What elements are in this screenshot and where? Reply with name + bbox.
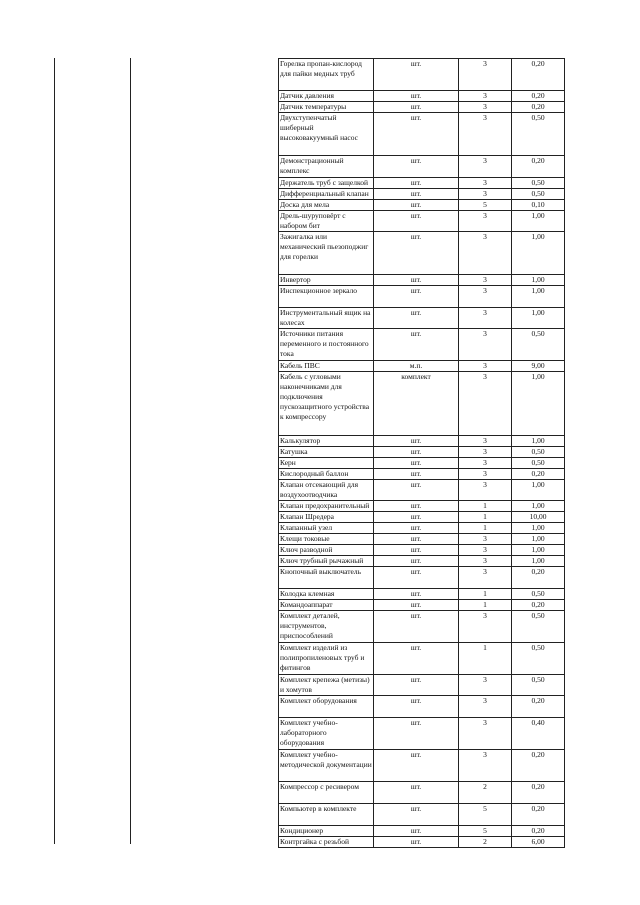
item-name-cell: Ключ разводной (279, 545, 374, 556)
quantity-cell: 1 (459, 523, 512, 534)
unit-cell: шт. (374, 232, 459, 275)
value-cell: 0,20 (512, 696, 565, 718)
unit-cell: шт. (374, 469, 459, 480)
table-row (279, 436, 565, 447)
value-cell: 1,00 (512, 308, 565, 329)
table-row (279, 480, 565, 501)
unit-cell: шт. (374, 178, 459, 189)
table-row (279, 458, 565, 469)
value-cell: 0,50 (512, 458, 565, 469)
table-row (279, 361, 565, 372)
quantity-cell: 3 (459, 469, 512, 480)
quantity-cell: 3 (459, 534, 512, 545)
quantity-cell: 1 (459, 589, 512, 600)
unit-cell: шт. (374, 329, 459, 361)
equipment-table-body (279, 59, 565, 848)
quantity-cell: 2 (459, 837, 512, 848)
item-name-cell: Кислородный баллон (279, 469, 374, 480)
quantity-cell: 3 (459, 480, 512, 501)
value-cell: 1,00 (512, 501, 565, 512)
unit-cell: шт. (374, 200, 459, 211)
table-row (279, 696, 565, 718)
value-cell: 0,20 (512, 782, 565, 804)
item-name-cell: Комплект деталей, инструментов, приспособлений (279, 611, 374, 643)
unit-cell: шт. (374, 837, 459, 848)
value-cell: 1,00 (512, 211, 565, 232)
quantity-cell: 3 (459, 696, 512, 718)
item-name-cell: Датчик давления (279, 91, 374, 102)
quantity-cell: 3 (459, 102, 512, 113)
item-name-cell: Комплект учебно-методической документации (279, 750, 374, 782)
item-name-cell: Кнопочный выключатель (279, 567, 374, 589)
table-row (279, 275, 565, 286)
item-name-cell: Клапанный узел (279, 523, 374, 534)
unit-cell: комплект (374, 372, 459, 436)
unit-cell: шт. (374, 189, 459, 200)
quantity-cell: 3 (459, 718, 512, 750)
unit-cell: шт. (374, 211, 459, 232)
value-cell: 0,20 (512, 91, 565, 102)
left-margin-line-2 (130, 58, 131, 844)
value-cell: 1,00 (512, 275, 565, 286)
quantity-cell: 1 (459, 643, 512, 675)
item-name-cell: Датчик температуры (279, 102, 374, 113)
quantity-cell: 3 (459, 458, 512, 469)
unit-cell: шт. (374, 589, 459, 600)
quantity-cell: 3 (459, 567, 512, 589)
item-name-cell: Калькулятор (279, 436, 374, 447)
value-cell: 0,20 (512, 826, 565, 837)
table-row (279, 600, 565, 611)
value-cell: 0,20 (512, 59, 565, 91)
item-name-cell: Керн (279, 458, 374, 469)
item-name-cell: Кабель ПВС (279, 361, 374, 372)
item-name-cell: Катушка (279, 447, 374, 458)
value-cell: 0,10 (512, 200, 565, 211)
table-row (279, 200, 565, 211)
table-row (279, 675, 565, 696)
value-cell: 1,00 (512, 286, 565, 308)
quantity-cell: 2 (459, 782, 512, 804)
value-cell: 0,20 (512, 102, 565, 113)
unit-cell: шт. (374, 286, 459, 308)
quantity-cell: 3 (459, 308, 512, 329)
unit-cell: шт. (374, 600, 459, 611)
value-cell: 1,00 (512, 436, 565, 447)
unit-cell: шт. (374, 91, 459, 102)
table-row (279, 102, 565, 113)
quantity-cell: 1 (459, 600, 512, 611)
value-cell: 0,50 (512, 189, 565, 200)
unit-cell: шт. (374, 458, 459, 469)
value-cell: 0,50 (512, 178, 565, 189)
item-name-cell: Источники питания переменного и постоянного тока (279, 329, 374, 361)
table-row (279, 91, 565, 102)
item-name-cell: Дрель-шуруповёрт с набором бит (279, 211, 374, 232)
unit-cell: шт. (374, 308, 459, 329)
quantity-cell: 3 (459, 750, 512, 782)
unit-cell: шт. (374, 567, 459, 589)
table-row (279, 156, 565, 178)
unit-cell: шт. (374, 804, 459, 826)
unit-cell: шт. (374, 102, 459, 113)
quantity-cell: 3 (459, 286, 512, 308)
value-cell: 0,50 (512, 611, 565, 643)
unit-cell: шт. (374, 696, 459, 718)
table-row (279, 59, 565, 91)
value-cell: 0,20 (512, 804, 565, 826)
value-cell: 0,50 (512, 589, 565, 600)
item-name-cell: Клещи токовые (279, 534, 374, 545)
table-row (279, 837, 565, 848)
quantity-cell: 3 (459, 447, 512, 458)
value-cell: 0,20 (512, 750, 565, 782)
table-row (279, 501, 565, 512)
unit-cell: шт. (374, 156, 459, 178)
unit-cell: шт. (374, 750, 459, 782)
value-cell: 0,50 (512, 643, 565, 675)
value-cell: 0,50 (512, 113, 565, 156)
item-name-cell: Инспекционное зеркало (279, 286, 374, 308)
table-row (279, 611, 565, 643)
quantity-cell: 3 (459, 361, 512, 372)
item-name-cell: Контргайка с резьбой (279, 837, 374, 848)
unit-cell: шт. (374, 512, 459, 523)
quantity-cell: 3 (459, 156, 512, 178)
table-row (279, 556, 565, 567)
quantity-cell: 3 (459, 113, 512, 156)
table-row (279, 782, 565, 804)
table-row (279, 447, 565, 458)
item-name-cell: Инвертор (279, 275, 374, 286)
table-row (279, 545, 565, 556)
value-cell: 0,20 (512, 567, 565, 589)
value-cell: 0,50 (512, 447, 565, 458)
item-name-cell: Двухступенчатый шиберный высоковакуумный насос (279, 113, 374, 156)
item-name-cell: Ключ трубный рычажный (279, 556, 374, 567)
table-row (279, 308, 565, 329)
unit-cell: шт. (374, 501, 459, 512)
item-name-cell: Горелка пропан-кислород для пайки медных труб (279, 59, 374, 91)
quantity-cell: 5 (459, 804, 512, 826)
value-cell: 1,00 (512, 556, 565, 567)
unit-cell: шт. (374, 275, 459, 286)
table-row (279, 372, 565, 436)
table-row (279, 286, 565, 308)
quantity-cell: 5 (459, 200, 512, 211)
unit-cell: шт. (374, 826, 459, 837)
table-row (279, 523, 565, 534)
quantity-cell: 1 (459, 512, 512, 523)
table-row (279, 469, 565, 480)
table-row (279, 750, 565, 782)
unit-cell: шт. (374, 436, 459, 447)
table-row (279, 189, 565, 200)
quantity-cell: 3 (459, 189, 512, 200)
item-name-cell: Доска для мела (279, 200, 374, 211)
table-row (279, 512, 565, 523)
quantity-cell: 3 (459, 545, 512, 556)
left-margin-line-1 (54, 58, 55, 844)
unit-cell: шт. (374, 556, 459, 567)
unit-cell: шт. (374, 675, 459, 696)
item-name-cell: Командоаппарат (279, 600, 374, 611)
value-cell: 1,00 (512, 480, 565, 501)
table-row (279, 804, 565, 826)
value-cell: 1,00 (512, 232, 565, 275)
equipment-table (278, 58, 565, 848)
value-cell: 0,20 (512, 469, 565, 480)
item-name-cell: Колодка клемная (279, 589, 374, 600)
table-row (279, 329, 565, 361)
value-cell: 1,00 (512, 545, 565, 556)
quantity-cell: 3 (459, 329, 512, 361)
value-cell: 9,00 (512, 361, 565, 372)
table-row (279, 232, 565, 275)
value-cell: 6,00 (512, 837, 565, 848)
value-cell: 0,40 (512, 718, 565, 750)
quantity-cell: 3 (459, 275, 512, 286)
quantity-cell: 3 (459, 232, 512, 275)
quantity-cell: 3 (459, 59, 512, 91)
quantity-cell: 1 (459, 501, 512, 512)
item-name-cell: Демонстрационный комплекс (279, 156, 374, 178)
unit-cell: шт. (374, 523, 459, 534)
unit-cell: шт. (374, 545, 459, 556)
quantity-cell: 3 (459, 675, 512, 696)
item-name-cell: Комплект изделий из полипропиленовых труб и фитингов (279, 643, 374, 675)
quantity-cell: 3 (459, 211, 512, 232)
item-name-cell: Комплект крепежа (метизы) и хомутов (279, 675, 374, 696)
item-name-cell: Кондиционер (279, 826, 374, 837)
unit-cell: шт. (374, 782, 459, 804)
unit-cell: шт. (374, 534, 459, 545)
unit-cell: шт. (374, 447, 459, 458)
unit-cell: шт. (374, 718, 459, 750)
item-name-cell: Комплект учебно-лабораторного оборудования (279, 718, 374, 750)
table-row (279, 113, 565, 156)
item-name-cell: Компьютер в комплекте (279, 804, 374, 826)
unit-cell: шт. (374, 480, 459, 501)
unit-cell: шт. (374, 611, 459, 643)
item-name-cell: Клапан отсекающий для воздухоотводчика (279, 480, 374, 501)
item-name-cell: Клапан предохранительный (279, 501, 374, 512)
quantity-cell: 3 (459, 436, 512, 447)
item-name-cell: Дифференциальный клапан (279, 189, 374, 200)
quantity-cell: 5 (459, 826, 512, 837)
table-row (279, 643, 565, 675)
table-row (279, 567, 565, 589)
value-cell: 0,50 (512, 329, 565, 361)
value-cell: 1,00 (512, 372, 565, 436)
item-name-cell: Компрессор с ресивером (279, 782, 374, 804)
value-cell: 10,00 (512, 512, 565, 523)
quantity-cell: 3 (459, 372, 512, 436)
unit-cell: шт. (374, 643, 459, 675)
table-row (279, 178, 565, 189)
table-row (279, 589, 565, 600)
value-cell: 0,20 (512, 156, 565, 178)
unit-cell: м.п. (374, 361, 459, 372)
item-name-cell: Кабель с угловыми наконечниками для подключения пускозащитного устройства к компрессору (279, 372, 374, 436)
item-name-cell: Комплект оборудования (279, 696, 374, 718)
table-row (279, 826, 565, 837)
quantity-cell: 3 (459, 611, 512, 643)
unit-cell: шт. (374, 59, 459, 91)
value-cell: 0,20 (512, 600, 565, 611)
value-cell: 0,50 (512, 675, 565, 696)
quantity-cell: 3 (459, 556, 512, 567)
table-row (279, 211, 565, 232)
unit-cell: шт. (374, 113, 459, 156)
item-name-cell: Зажигалка или механический пьезоподжиг для горелки (279, 232, 374, 275)
value-cell: 1,00 (512, 523, 565, 534)
item-name-cell: Держатель труб с защелкой (279, 178, 374, 189)
table-row (279, 718, 565, 750)
quantity-cell: 3 (459, 178, 512, 189)
item-name-cell: Инструментальный ящик на колесах (279, 308, 374, 329)
value-cell: 1,00 (512, 534, 565, 545)
table-row (279, 534, 565, 545)
item-name-cell: Клапан Шредера (279, 512, 374, 523)
quantity-cell: 3 (459, 91, 512, 102)
